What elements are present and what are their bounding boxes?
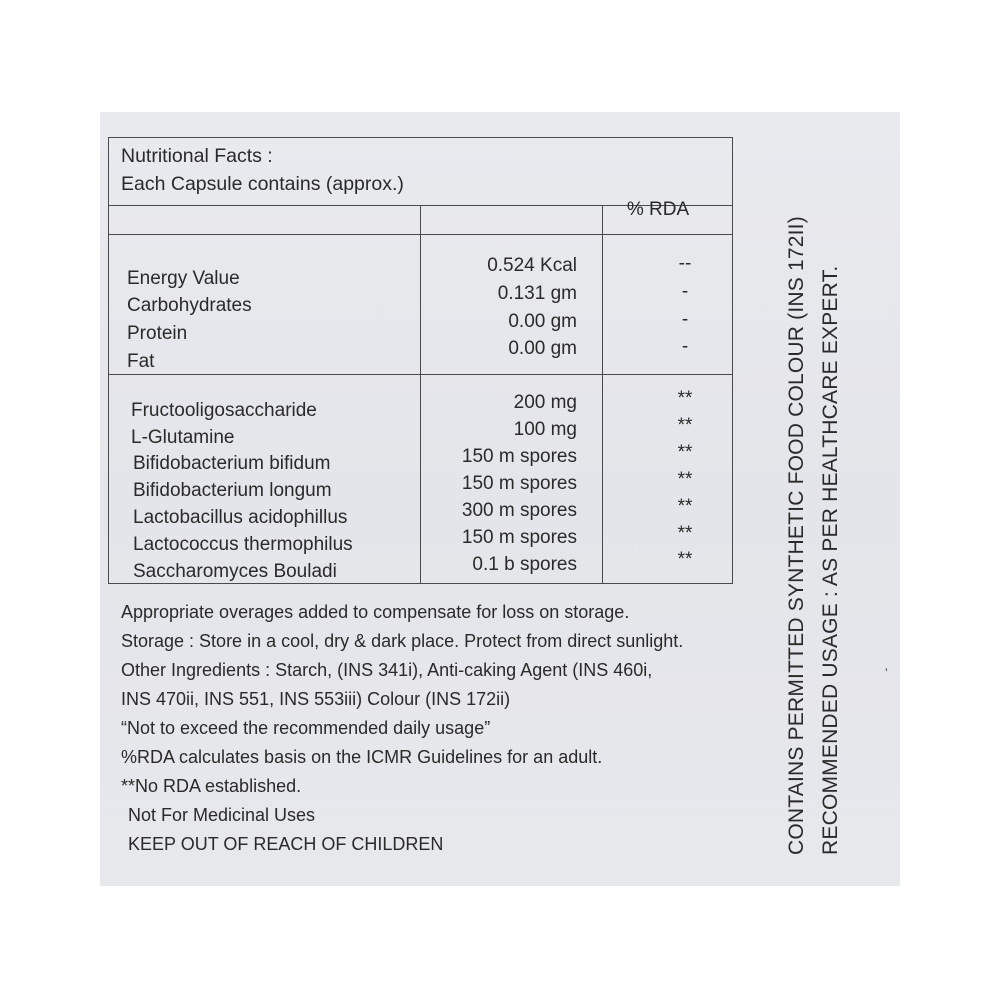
ingredient-rda: ** (677, 469, 693, 490)
ingredient-rda: ** (677, 496, 693, 517)
nutrient-name: Carbohydrates (127, 295, 252, 316)
ingredient-rda: ** (677, 388, 693, 409)
nutrient-amount: 0.131 gm (497, 283, 577, 304)
table-title: Nutritional Facts : (121, 145, 273, 167)
note-rda-basis: %RDA calculates basis on the ICMR Guidelines for an adult. (121, 747, 603, 767)
ingredient-name: Bifidobacterium longum (133, 480, 332, 501)
print-mark: ’ (885, 666, 888, 680)
nutrient-amount: 0.524 Kcal (487, 255, 577, 276)
nutrient-amount: 0.00 gm (508, 311, 577, 332)
nutrient-rda: -- (678, 253, 692, 274)
ingredient-amount: 150 m spores (461, 446, 577, 467)
rda-column-divider (602, 205, 603, 583)
ingredient-rda: ** (677, 523, 693, 544)
note-overages: Appropriate overages added to compensate for loss on storage. (121, 602, 630, 622)
nutrient-rda: - (681, 281, 689, 302)
nutrient-name: Energy Value (127, 268, 240, 289)
note-not-medicinal: Not For Medicinal Uses (128, 805, 316, 825)
side-text-usage: RECOMMENDED USAGE : AS PER HEALTHCARE EXPERT. (819, 265, 842, 855)
ingredient-amount: 150 m spores (461, 527, 577, 548)
note-no-rda: **No RDA established. (121, 776, 302, 796)
rda-column-header: % RDA (626, 199, 690, 220)
ingredient-name: L-Glutamine (131, 427, 235, 448)
ingredient-amount: 100 mg (513, 419, 577, 440)
note-other-ingredients-cont: INS 470ii, INS 551, INS 553iii) Colour (INS 172ii) (121, 689, 511, 709)
label-notes (121, 598, 683, 859)
nutrient-amount: 0.00 gm (508, 338, 577, 359)
ingredient-name: Fructooligosaccharide (131, 400, 317, 421)
note-keep-away: KEEP OUT OF REACH OF CHILDREN (128, 834, 444, 854)
table-subtitle: Each Capsule contains (approx.) (121, 173, 404, 195)
nutrient-name: Fat (127, 351, 155, 372)
ingredient-rda: ** (677, 442, 693, 463)
side-text-colour: CONTAINS PERMITTED SYNTHETIC FOOD COLOUR (INS 172II) (785, 216, 808, 855)
nutrient-rda: - (681, 309, 689, 330)
ingredient-rda: ** (677, 415, 693, 436)
nutrient-name: Protein (127, 323, 188, 344)
ingredient-amount: 150 m spores (461, 473, 577, 494)
ingredient-rda: ** (677, 549, 693, 570)
ingredient-name: Lactobacillus acidophillus (133, 507, 348, 528)
ingredient-amount: 300 m spores (461, 500, 577, 521)
ingredient-amount: 0.1 b spores (472, 554, 577, 575)
note-other-ingredients: Other Ingredients : Starch, (INS 341i), Anti-caking Agent (INS 460i, (121, 660, 653, 680)
ingredient-name: Lactococcus thermophilus (133, 534, 353, 555)
note-storage: Storage : Store in a cool, dry & dark place. Protect from direct sunlight. (121, 631, 684, 651)
side-text (780, 216, 848, 855)
ingredient-name: Bifidobacterium bifidum (133, 453, 331, 474)
ingredient-amount: 200 mg (513, 392, 577, 413)
nutrient-rda: - (681, 336, 689, 357)
note-daily-usage: “Not to exceed the recommended daily usage” (121, 718, 491, 738)
ingredient-name: Saccharomyces Bouladi (133, 561, 337, 582)
